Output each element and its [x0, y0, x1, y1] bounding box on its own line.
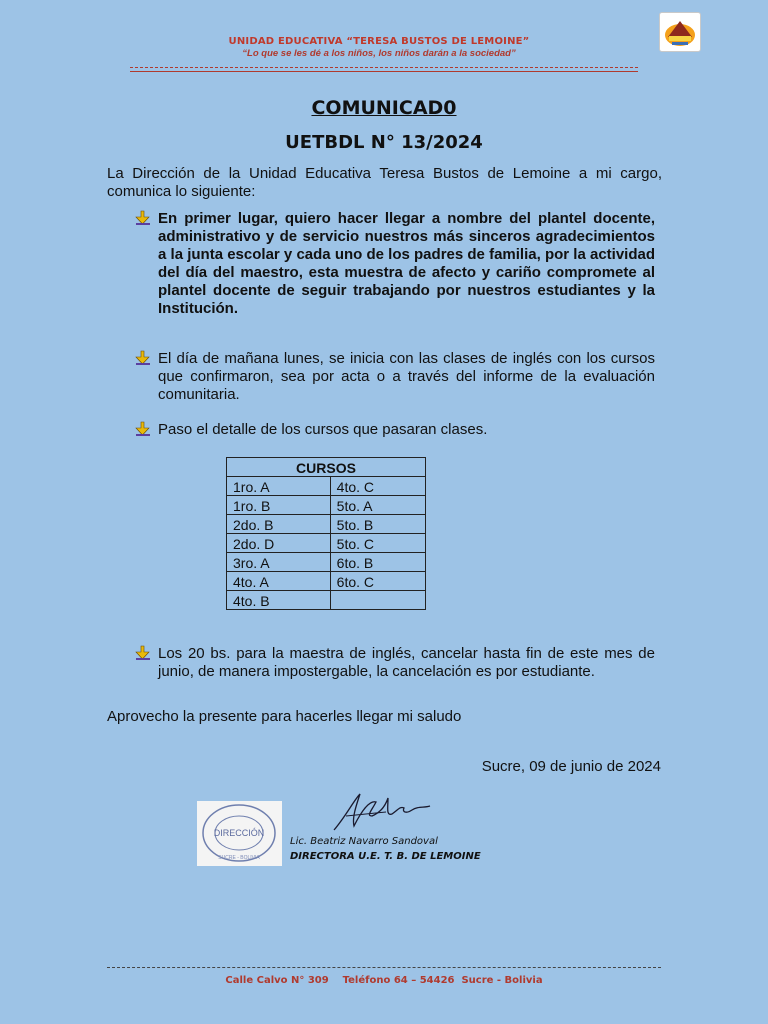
table-header-row [227, 458, 426, 477]
signer-name: Lic. Beatriz Navarro Sandoval [290, 836, 438, 847]
direction-stamp [197, 801, 282, 866]
closing-line: Aprovecho la presente para hacerles llegar mi saludo [107, 708, 462, 725]
bullet-text-course-detail: Paso el detalle de los cursos que pasaran clases. [158, 421, 488, 438]
header-divider-solid [130, 71, 638, 72]
date-line: Sucre, 09 de junio de 2024 [481, 758, 661, 775]
footer-divider [107, 967, 661, 968]
bullet-arrow-icon [135, 421, 151, 437]
school-motto: “Lo que se les dé a los niños, los niños darán a la sociedad” [242, 48, 516, 59]
header-divider-dashed [130, 67, 638, 68]
stamp-label: DIRECCIÓN [213, 828, 265, 838]
bullet-text-payment: Los 20 bs. para la maestra de inglés, cancelar hasta fin de este mes de junio, de manera impostergable, la cancelación es por estudiante. [158, 645, 655, 680]
table-cell: 6to. C [330, 572, 425, 591]
table-cell: 4to. C [330, 477, 425, 496]
table-cell: 5to. B [330, 515, 425, 534]
table-row [227, 477, 426, 496]
table-cell: 1ro. B [227, 496, 331, 515]
table-row [227, 591, 426, 610]
table-row [227, 515, 426, 534]
signature [326, 786, 436, 836]
table-row [227, 534, 426, 553]
table-cell: 6to. B [330, 553, 425, 572]
table-cell: 4to. B [227, 591, 331, 610]
bullet-arrow-icon [135, 210, 151, 226]
table-row [227, 553, 426, 572]
document-title: COMUNICAD0 [311, 97, 457, 119]
table-cell: 2do. B [227, 515, 331, 534]
footer-address: Calle Calvo N° 309 Teléfono 64 – 54426 Sucre - Bolivia [225, 975, 543, 986]
table-cell: 5to. A [330, 496, 425, 515]
document-number: UETBDL N° 13/2024 [285, 132, 483, 153]
table-cell: 3ro. A [227, 553, 331, 572]
courses-table [226, 457, 426, 610]
table-cell: 5to. C [330, 534, 425, 553]
bullet-text-thanks: En primer lugar, quiero hacer llegar a nombre del plantel docente, administrativo y de servicio nuestros más sinceros agradecimientos a la junta escolar y cada uno de los padres de familia, por la actividad del día del maestro, esta muestra de afecto y cariño compromete al plantel docente de seguir trabajando por nuestros estudiantes y la Institución. [158, 210, 655, 317]
table-cell: 4to. A [227, 572, 331, 591]
school-name: UNIDAD EDUCATIVA “TERESA BUSTOS DE LEMOINE” [228, 36, 530, 47]
table-cell [330, 591, 425, 610]
table-cell: 1ro. A [227, 477, 331, 496]
bullet-text-english-classes: El día de mañana lunes, se inicia con las clases de inglés con los cursos que confirmaron, sea por acta o a través del informe de la evaluación comunitaria. [158, 350, 655, 403]
bullet-arrow-icon [135, 645, 151, 661]
table-header: CURSOS [227, 458, 426, 477]
table-row [227, 496, 426, 515]
bullet-arrow-icon [135, 350, 151, 366]
table-row [227, 572, 426, 591]
intro-paragraph: La Dirección de la Unidad Educativa Teresa Bustos de Lemoine a mi cargo, comunica lo siguiente: [107, 165, 662, 200]
table-cell: 2do. D [227, 534, 331, 553]
signer-title: DIRECTORA U.E. T. B. DE LEMOINE [290, 851, 481, 862]
stamp-bottom-text: SUCRE - BOLIVIA [218, 855, 260, 861]
